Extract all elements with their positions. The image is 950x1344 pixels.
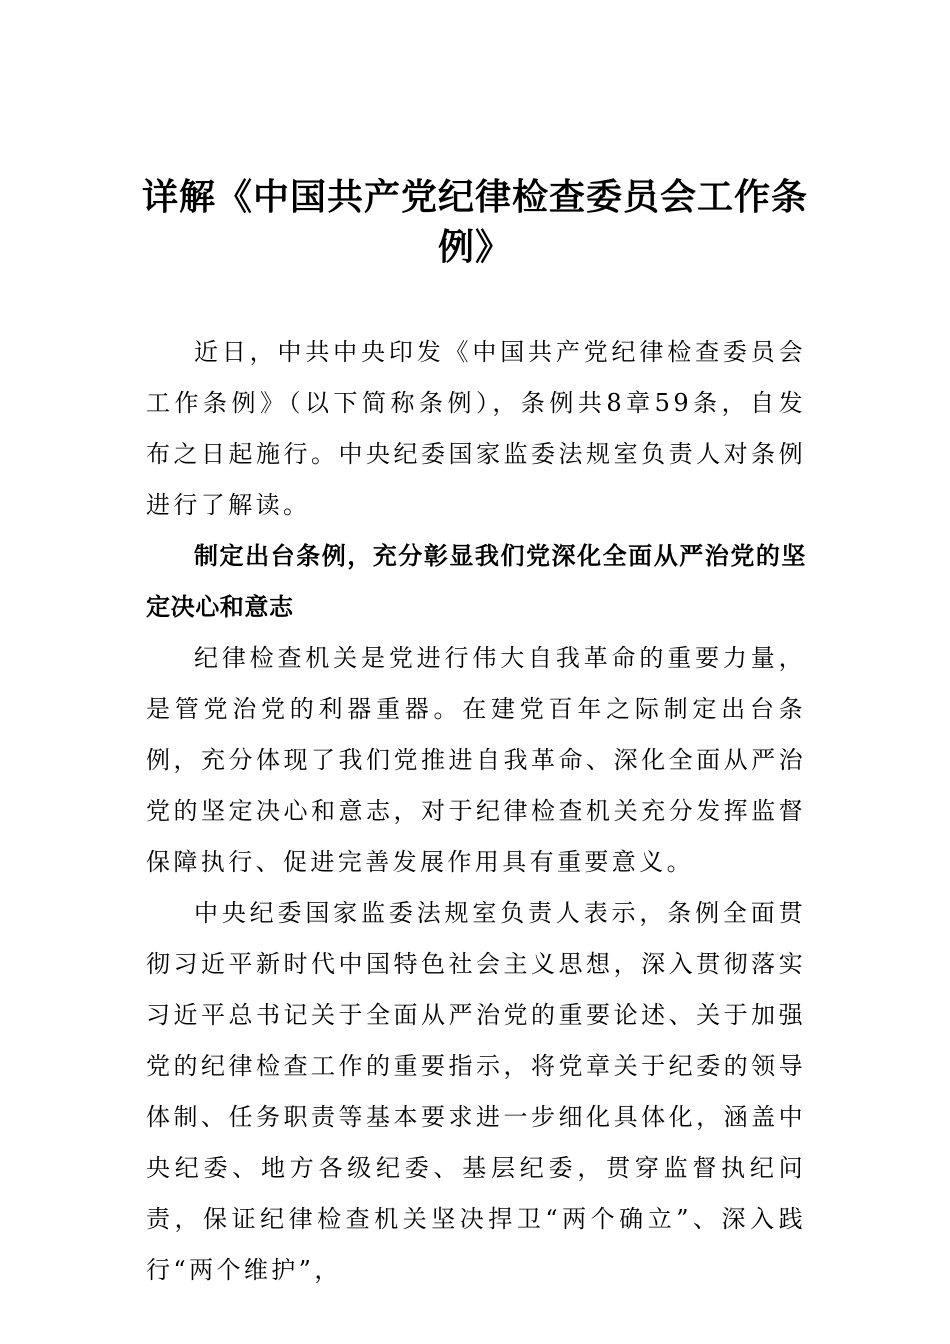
section-heading: 制定出台条例，充分彰显我们党深化全面从严治党的坚定决心和意志 <box>146 542 806 621</box>
paragraph-significance: 纪律检查机关是党进行伟大自我革命的重要力量，是管党治党的利器重器。在建党百年之际制定出台条例，充分体现了我们党推进自我革命、深化全面从严治党的坚定决心和意志，对于纪律检查机关充分发挥监督保障执行、促进完善发展作用具有重要意义。 <box>146 644 806 876</box>
paragraph-intro: 近日，中共中央印发《中国共产党纪律检查委员会工作条例》（以下简称条例），条例共8章59条，自发布之日起施行。中央纪委国家监委法规室负责人对条例进行了解读。 <box>146 338 806 519</box>
paragraph-explanation: 中央纪委国家监委法规室负责人表示，条例全面贯彻习近平新时代中国特色社会主义思想，深入贯彻落实习近平总书记关于全面从严治党的重要论述、关于加强党的纪律检查工作的重要指示，将党章关于纪委的领导体制、任务职责等基本要求进一步细化具体化，涵盖中央纪委、地方各级纪委、基层纪委，贯穿监督执纪问责，保证纪律检查机关坚决捍卫“两个确立”、深入践行“两个维护”， <box>146 899 806 1284</box>
document-body <box>146 327 806 1296</box>
document-title: 详解《中国共产党纪律检查委员会工作条例》 <box>141 176 808 268</box>
